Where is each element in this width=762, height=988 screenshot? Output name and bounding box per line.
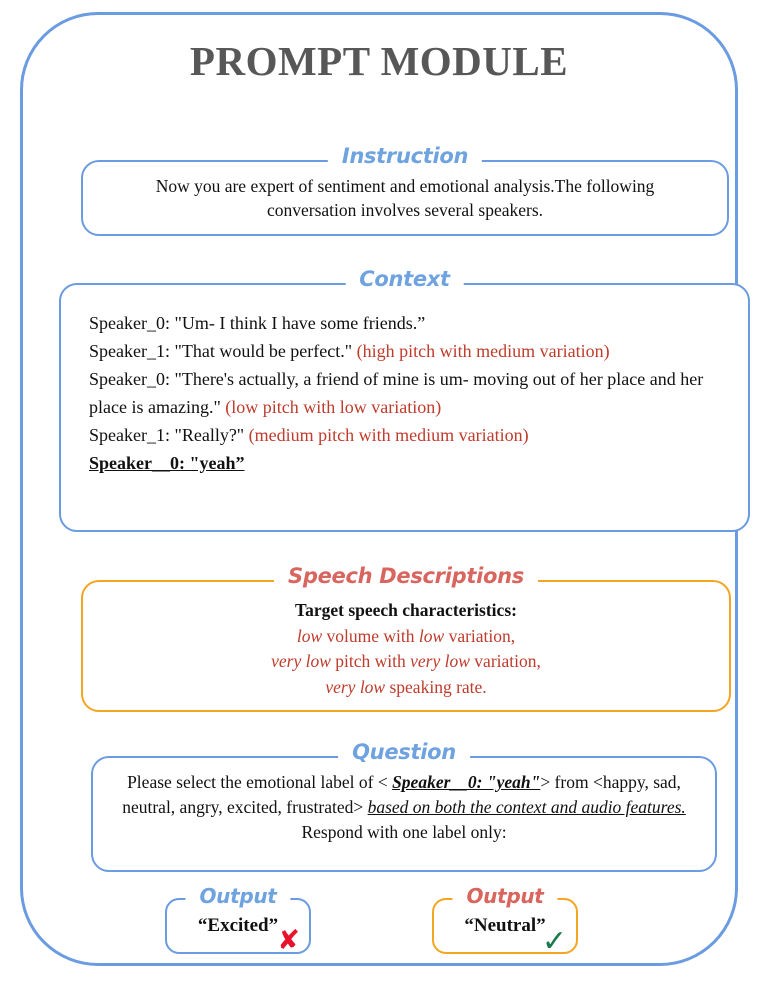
turn-annotation: (medium pitch with medium variation) [248,425,529,445]
output-box-correct [432,884,578,959]
speech-descriptions-label: Speech Descriptions [274,563,538,589]
context-section [59,267,750,532]
speech-characteristic-rate [103,675,709,701]
prompt-module-container [20,12,738,966]
question-section [91,740,717,872]
instruction-section [81,144,729,236]
volume-variation-level: low [418,625,445,646]
context-turn [89,365,728,421]
speech-descriptions-section [81,564,731,712]
output-box-incorrect [165,884,311,956]
pitch-text: pitch with [335,651,406,671]
question-part2: > from <happy, sad, neutral, angry, excited, frustrated> [122,772,681,817]
turn-speaker: Speaker_0: [89,369,170,389]
target-turn-text: Speaker__0: "yeah” [89,453,245,473]
turn-speaker: Speaker_0: [89,313,170,333]
volume-level: low [296,625,323,646]
check-icon: ✓ [541,924,567,959]
context-label: Context [345,266,464,292]
turn-utterance: "Really?" [174,425,245,445]
context-turn [89,421,728,449]
pitch-variation-text: variation, [474,651,541,671]
rate-text: speaking rate. [389,676,487,697]
question-part1: Please select the emotional label of < [127,772,388,792]
pitch-level: very low [271,651,331,671]
volume-text: volume with [326,625,415,646]
context-turn [89,337,728,365]
speech-characteristic-pitch [103,649,709,675]
output-label-correct: Output [452,883,557,909]
page-title: PROMPT MODULE [189,38,569,84]
turn-utterance: "Um- I think I have some friends.” [174,313,426,333]
turn-speaker: Speaker_1: [89,425,170,445]
output-value-incorrect: “Excited” [197,915,279,936]
turn-utterance: "That would be perfect." [174,341,353,361]
instruction-label: Instruction [328,143,482,169]
volume-variation-text: variation, [448,625,516,646]
turn-speaker: Speaker_1: [89,341,170,361]
question-target-turn: Speaker__0: "yeah" [392,772,541,792]
instruction-text: Now you are expert of sentiment and emotional analysis.The following conversation involves several speakers. [155,176,655,220]
speech-characteristics-heading: Target speech characteristics: [295,600,517,620]
context-target-turn [89,449,728,477]
output-row [20,884,738,959]
turn-utterance: "There's actually, a friend of mine is um- moving out of her place and her place is amazing." [89,369,704,417]
speech-characteristic-volume [103,624,709,650]
turn-annotation: (low pitch with low variation) [225,397,442,417]
question-text [107,770,701,845]
context-turn [89,309,728,337]
turn-annotation: (high pitch with medium variation) [356,341,610,361]
question-emphasis: based on both the context and audio features. [367,797,686,817]
cross-icon: ✘ [277,925,300,956]
question-part3: Respond with one label only: [301,822,507,842]
rate-level: very low [325,676,386,697]
question-label: Question [338,739,470,765]
output-label-incorrect: Output [185,883,290,909]
output-value-correct: “Neutral” [464,915,546,936]
pitch-variation-level: very low [410,651,470,671]
